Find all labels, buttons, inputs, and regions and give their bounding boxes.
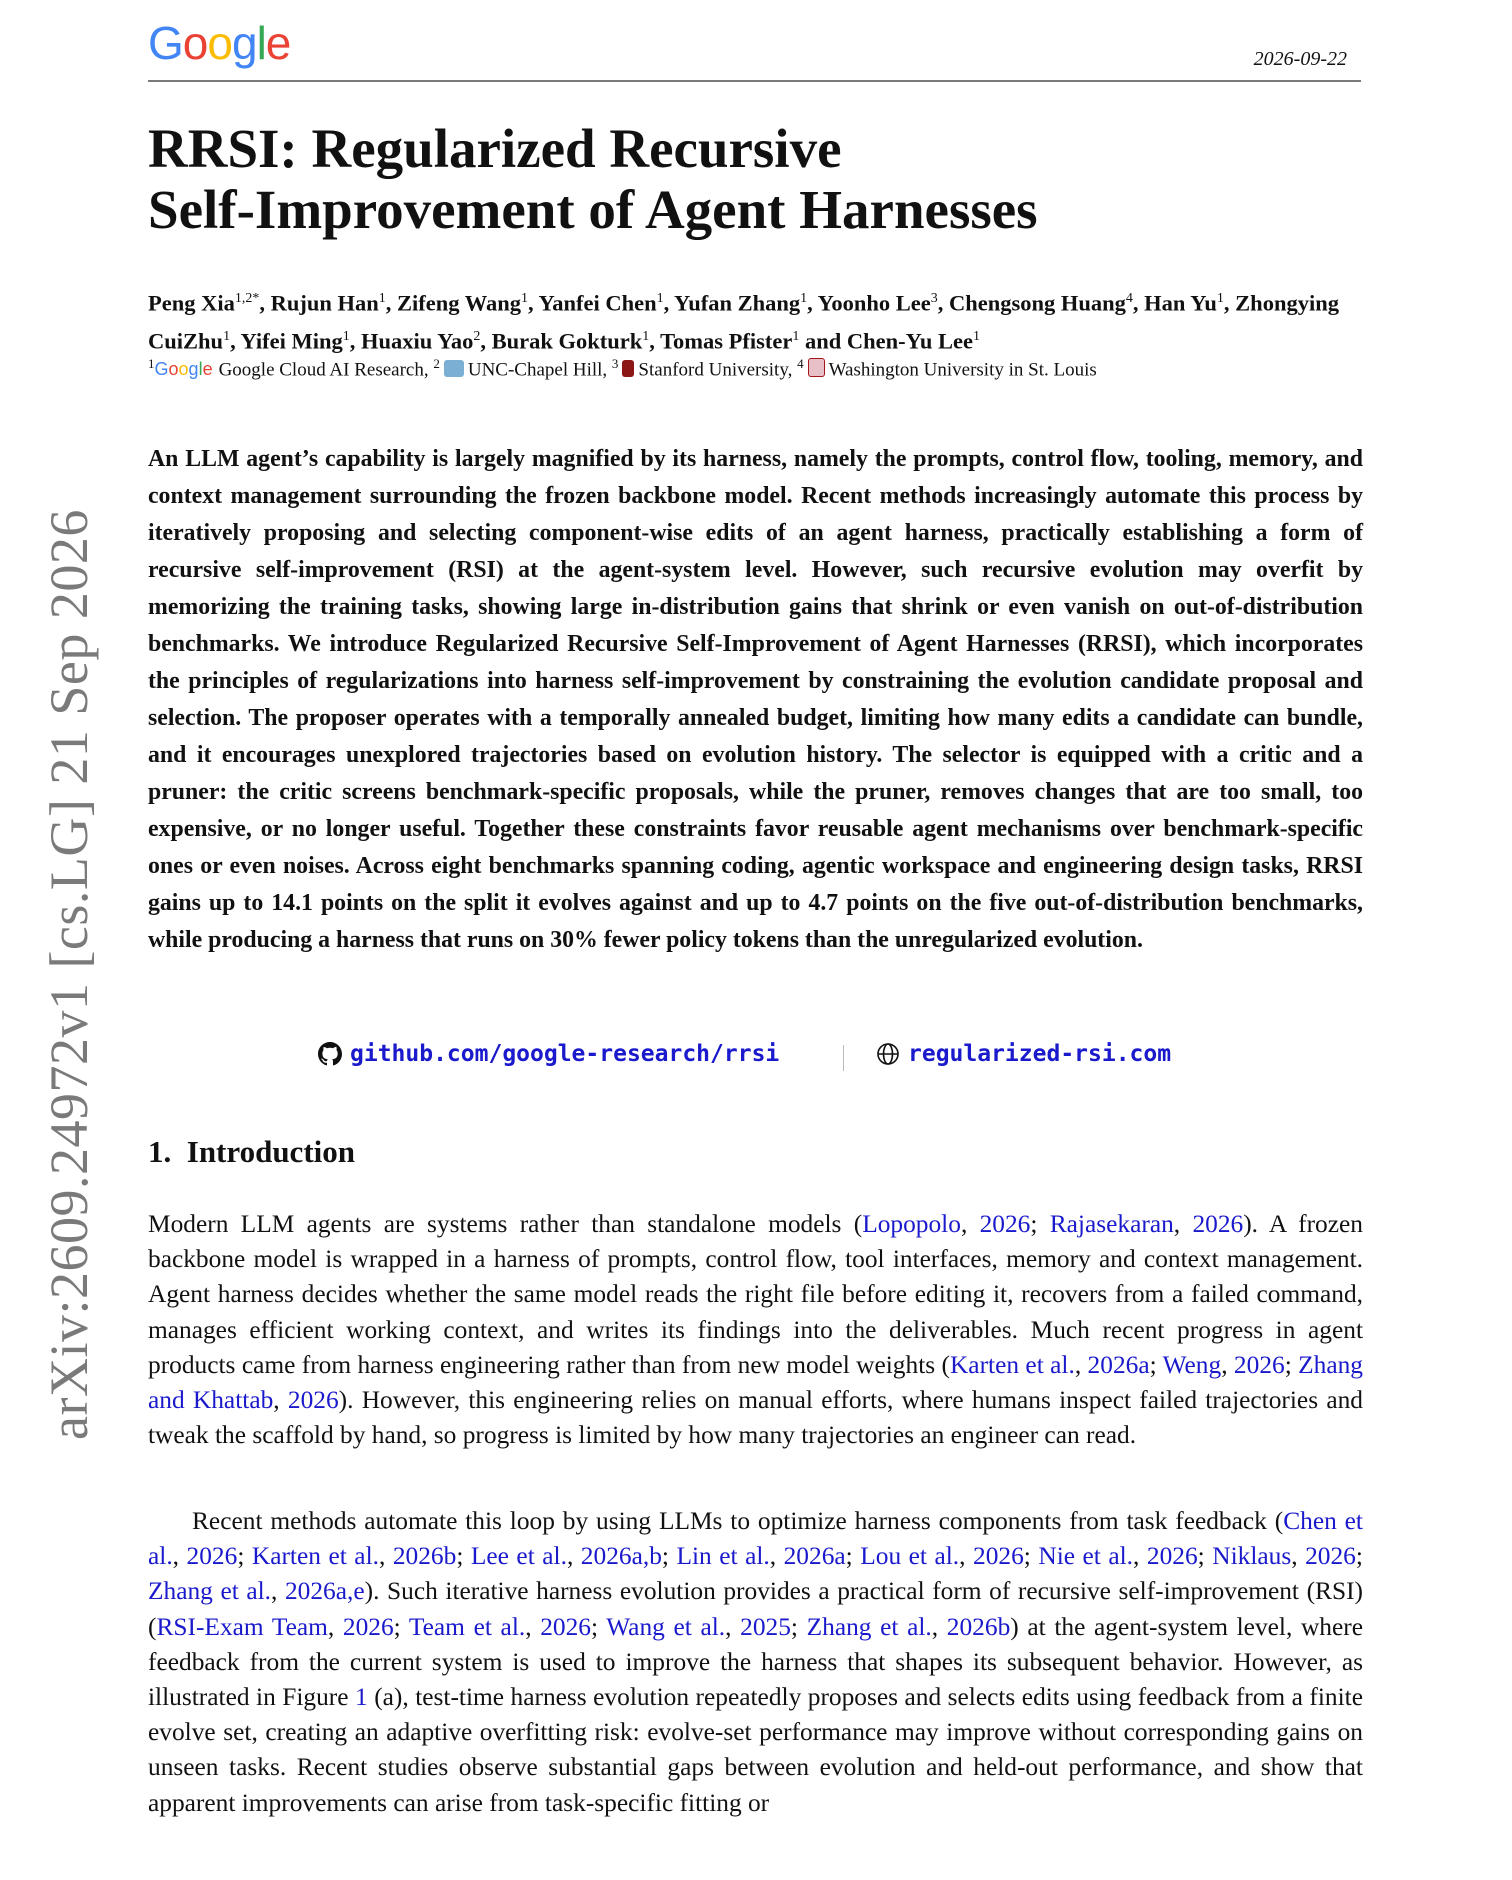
author-name: Yanfei Chen — [538, 290, 657, 316]
section-number: 1. — [148, 1134, 172, 1169]
citation-link[interactable]: 2026 — [342, 1612, 394, 1641]
citation-link[interactable]: Weng — [1162, 1350, 1222, 1379]
citation-link[interactable]: 2026 — [1305, 1542, 1356, 1571]
github-icon — [318, 1042, 342, 1066]
section-title: Introduction — [186, 1134, 355, 1169]
author-affiliation-marker: 1 — [1216, 291, 1224, 306]
citation-link[interactable]: 2026 — [287, 1386, 339, 1415]
affiliation-name: Washington University in St. Louis — [828, 359, 1097, 381]
github-link-text: github.com/google-research/rrsi — [350, 1041, 780, 1067]
citation-link[interactable]: 2026b — [392, 1542, 457, 1571]
author-affiliation-marker: 1 — [642, 328, 650, 344]
citation-link[interactable]: 2026 — [540, 1612, 591, 1641]
author-name: Zifeng Wang — [397, 290, 522, 316]
abstract: An LLM agent’s capability is largely magnified by its harness, namely the prompts, control flow, tooling, memory, and context management surrounding the frozen backbone model. Recent methods increasingly automate this process by iteratively proposing and selecting component-wise edits of an agent harness, practically establishing a form of recursive self-improvement (RSI) at the agent-system level. However, such recursive evolution may overfit by memorizing the training tasks, showing large in-distribution gains that shrink or even vanish on out-of-distribution benchmarks. We introduce Regularized Recursive Self-Improvement of Agent Harnesses (RRSI), which incorporates the principles of regularizations into harness self-improvement by constraining the evolution candidate proposal and selection. The proposer operates with a temporally annealed budget, limiting how many edits a candidate can bundle, and it encourages unexplored trajectories based on evolution history. The selector is equipped with a critic and a pruner: the critic screens benchmark-specific proposals, while the pruner, removes changes that are too small, too expensive, or no longer useful. Together these constraints favor reusable agent mechanisms over benchmark-specific ones or even noises. Across eight benchmarks spanning coding, agentic workspace and engineering design tasks, RRSI gains up to 14.1 points on the split it evolves against and up to 4.7 points on the five out-of-distribution benchmarks, while producing a harness that runs on 30% fewer policy tokens than the unregularized evolution. — [148, 446, 1363, 953]
stanford-logo — [622, 360, 634, 377]
author-affiliation-marker: 1 — [378, 291, 386, 306]
citation-link[interactable]: Lopopolo — [862, 1210, 961, 1238]
affiliation-list — [148, 350, 1363, 384]
citation-link[interactable]: 2026 — [186, 1542, 238, 1571]
citation-link[interactable]: Wang et al. — [606, 1612, 726, 1641]
author-affiliation-marker: 4 — [1125, 291, 1133, 306]
section-heading — [148, 1134, 355, 1170]
citation-link[interactable]: Nie et al. — [1038, 1542, 1134, 1571]
affiliation-marker: 3 — [611, 356, 619, 371]
website-link-text: regularized-rsi.com — [908, 1041, 1172, 1067]
affiliation-name: UNC-Chapel Hill, — [467, 359, 608, 381]
citation-link[interactable]: 1 — [355, 1683, 368, 1712]
citation-link[interactable]: Lin et al. — [676, 1542, 770, 1571]
affiliation-name: Stanford University, — [638, 359, 793, 381]
citation-link[interactable]: 2026 — [979, 1210, 1031, 1238]
citation-link[interactable]: Zhang et al. — [148, 1577, 272, 1606]
intro-paragraph-2: Recent methods automate this loop by using LLMs to optimize harness components from task feedback (Chen et al., 2026; Karten et al., 2026b; Lee et al., 2026a,b; Lin et al., 2026a; Lou et al., 2026; Nie et al., 2026; Niklaus, 2026; Zhang et al., 2026a,e). Such iterative harness evolution provides a practical form of recursive self-improvement (RSI) (RSI-Exam Team, 2026; Team et al., 2026; Wang et al., 2025; Zhang et al., 2026b) at the agent-system level, where feedback from the current system is used to improve the harness that shapes its subsequent behavior. However, as illustrated in Figure 1 (a), test-time harness evolution repeatedly proposes and selects edits using feedback from a finite evolve set, creating an adaptive overfitting risk: evolve-set performance may improve without corresponding gains on unseen tasks. Recent studies observe substantial gaps between evolution and held-out performance, and show that apparent improvements can arise from task-specific fitting or — [148, 1507, 1363, 1817]
globe-icon — [876, 1042, 900, 1066]
author-name: Yoonho Lee — [817, 290, 931, 316]
affiliation-name: Google Cloud AI Research, — [218, 359, 429, 381]
citation-link[interactable]: 2026a — [1087, 1350, 1150, 1379]
citation-link[interactable]: Chen et al. — [148, 1507, 1363, 1571]
title-line-1: RRSI: Regularized Recursive — [148, 118, 842, 179]
author-affiliation-marker: 1 — [342, 328, 350, 344]
author-affiliation-marker: 1 — [972, 328, 980, 344]
author-name: Yifei Ming — [240, 328, 343, 353]
author-affiliation-marker: 1,2* — [234, 291, 260, 306]
website-link[interactable] — [876, 1041, 1171, 1067]
citation-link[interactable]: 2026a — [783, 1542, 846, 1571]
author-name: Chen-Yu Lee — [846, 328, 973, 353]
author-name: Huaxiu Yao — [361, 328, 474, 353]
title-line-2: Self-Improvement of Agent Harnesses — [148, 179, 1038, 240]
citation-link[interactable]: 2025 — [740, 1612, 791, 1641]
citation-link[interactable]: Lee et al. — [470, 1542, 567, 1571]
citation-link[interactable]: Karten et al. — [251, 1542, 379, 1571]
author-name: Peng Xia — [148, 290, 235, 316]
author-name: Tomas Pfister — [660, 328, 793, 353]
citation-link[interactable]: 2026b — [946, 1612, 1011, 1641]
google-logo: Google — [148, 17, 291, 69]
author-name: Yufan Zhang — [674, 290, 801, 316]
author-affiliation-marker: 1 — [656, 291, 664, 306]
author-affiliation-marker: 3 — [930, 291, 938, 306]
google-logo: Google — [154, 359, 213, 380]
arxiv-stamp: arXiv:2609.24972v1 [cs.LG] 21 Sep 2026 — [39, 509, 99, 1440]
author-list: Peng Xia$^{1,2*}$, Rujun Han$^1$, Zifeng Wang$^1$, Yanfei Chen$^1$, Yufan Zhang$^1$, Yoonho Lee$^3$, Chengsong Huang$^4$, Han Yu$^1$, Zhongying CuiZhu$^1$, Yifei Ming$^1$, Huaxiu Yao$^2$, Burak Gokturk$^1$, Tomas Pfister$^1$ and Chen-Yu Lee$^1$ — [148, 290, 1339, 353]
citation-link[interactable]: Karten et al. — [949, 1350, 1075, 1379]
author-affiliation-marker: 2 — [473, 328, 481, 344]
citation-link[interactable]: Zhang and Khattab — [148, 1350, 1364, 1415]
author-name: Rujun Han — [270, 290, 379, 316]
link-divider — [843, 1045, 844, 1071]
citation-link[interactable]: 2026 — [1233, 1350, 1285, 1379]
project-links — [318, 1041, 1218, 1077]
affiliation-marker: 4 — [797, 356, 804, 371]
affiliation-marker: 2 — [433, 356, 440, 371]
washu-logo — [808, 358, 825, 377]
author-name: Zhongying CuiZhu — [148, 290, 1339, 353]
author-name: Burak Gokturk — [491, 328, 643, 353]
intro-paragraph-1: Modern LLM agents are systems rather than standalone models (Lopopolo, 2026; Rajasekaran, 2026). A frozen backbone model is wrapped in a harness of prompts, control flow, tool interfaces, memory and context management. Agent harness decides whether the same model reads the right file before editing it, recovers from a failed command, manages efficient working context, and writes its findings into the deliverables. Much recent progress in agent products came from harness engineering rather than from new model weights (Karten et al., 2026a; Weng, 2026; Zhang and Khattab, 2026). However, this engineering relies on manual efforts, where humans inspect failed trajectories and tweak the scaffold by hand, so progress is limited by how many trajectories an engineer can read. — [148, 1210, 1364, 1450]
citation-link[interactable]: Rajasekaran — [1049, 1210, 1174, 1238]
citation-link[interactable]: 2026a,e — [284, 1577, 365, 1606]
citation-link[interactable]: 2026 — [1192, 1210, 1244, 1238]
citation-link[interactable]: Lou et al. — [860, 1542, 960, 1571]
author-affiliation-marker: 1 — [792, 328, 800, 344]
citation-link[interactable]: Zhang et al. — [806, 1612, 932, 1641]
author-affiliation-marker: 1 — [223, 328, 231, 344]
author-name: Han Yu — [1144, 290, 1217, 316]
publication-date: 2026-09-22 — [1253, 48, 1347, 70]
github-link[interactable] — [318, 1041, 779, 1067]
citation-link[interactable]: RSI-Exam Team — [156, 1612, 328, 1641]
author-affiliation-marker: 1 — [521, 291, 529, 306]
citation-link[interactable]: Team et al. — [408, 1612, 526, 1641]
citation-link[interactable]: 2026 — [1146, 1542, 1198, 1571]
author-affiliation-marker: 1 — [800, 291, 808, 306]
author-name: Chengsong Huang — [948, 290, 1126, 316]
citation-link[interactable]: 2026a,b — [580, 1542, 662, 1571]
paper-title — [148, 118, 1248, 240]
citation-link[interactable]: 2026 — [973, 1542, 1024, 1571]
citation-link[interactable]: Niklaus — [1212, 1542, 1292, 1571]
page-header — [148, 18, 1361, 82]
unc-logo — [444, 360, 464, 377]
affiliation-marker: 1 — [148, 356, 155, 371]
